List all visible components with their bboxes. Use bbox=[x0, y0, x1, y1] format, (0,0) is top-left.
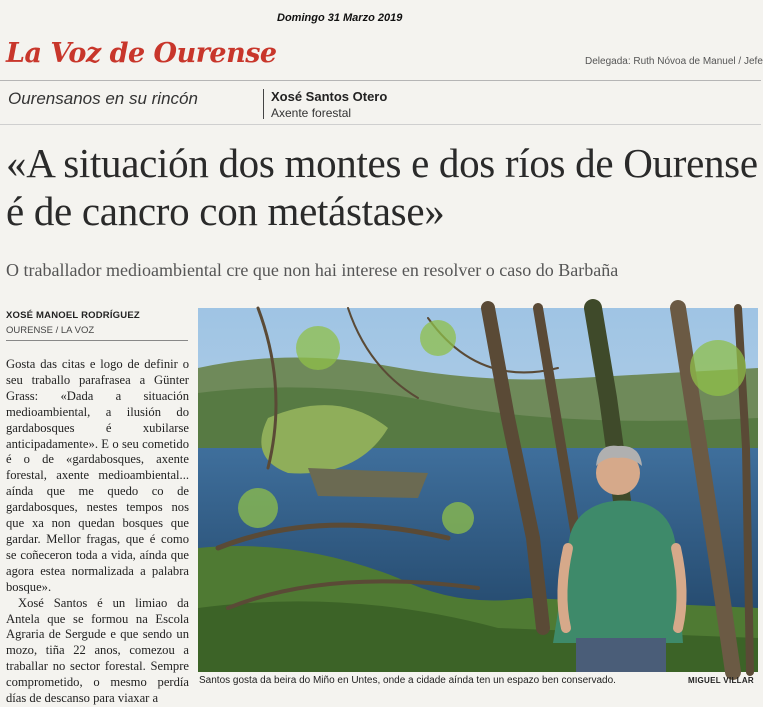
person-name: Xosé Santos Otero bbox=[271, 89, 388, 104]
header-divider bbox=[0, 80, 761, 81]
byline-divider bbox=[6, 340, 188, 341]
delegada-line: Delegada: Ruth Nóvoa de Manuel / Jefe bbox=[585, 56, 763, 67]
body-paragraph-2: Xosé Santos é un limiao da Antela que se formou na Escola Agraria de Sergude e que sendo un mozo, tiña 22 anos, comezou a traballar no sector forestal. Sempre comprometido, o mesmo perdía días de descanso para viaxar a bbox=[6, 595, 189, 706]
article-subheadline: O traballador medioambiental cre que non hai interese en resolver o caso do Barbaña bbox=[6, 260, 619, 280]
issue-date: Domingo 31 Marzo 2019 bbox=[277, 12, 403, 24]
section-title: Ourensanos en su rincón bbox=[8, 89, 198, 108]
byline-place: OURENSE / LA VOZ bbox=[6, 325, 95, 336]
article-body bbox=[6, 357, 189, 706]
caption-text: Santos gosta da beira do Miño en Untes, onde a cidade aínda ten un espazo ben conservado. bbox=[199, 675, 616, 686]
section-separator bbox=[263, 89, 264, 119]
newspaper-masthead: La Voz de Ourense bbox=[6, 38, 277, 69]
person-role: Axente forestal bbox=[271, 106, 352, 120]
photo-caption bbox=[199, 675, 754, 686]
photo-credit: MIGUEL VILLAR bbox=[688, 676, 754, 685]
body-paragraph-1: Gosta das citas e logo de definir o seu traballo parafrasea a Günter Grass: «Dada a situación medioambiental, a ilusión do gardabosques é xubilarse anticipadamente». E o seu cometido é o de «gardabosques, axente forestal, axente medioambiental... aínda que me quedo co de gardabosques, nestes tempos nos que xa non quedan bosques que gardar. Mellor fragas, que é como se coñeceron toda a vida, aínda que agora estea normalizada a palabra bosque». bbox=[6, 357, 189, 594]
byline-author: XOSÉ MANOEL RODRÍGUEZ bbox=[6, 310, 140, 321]
section-divider bbox=[0, 124, 761, 125]
article-headline: «A situación dos montes e dos ríos de Ourense é de cancro con metástase» bbox=[6, 140, 758, 234]
article-photo bbox=[198, 308, 758, 672]
